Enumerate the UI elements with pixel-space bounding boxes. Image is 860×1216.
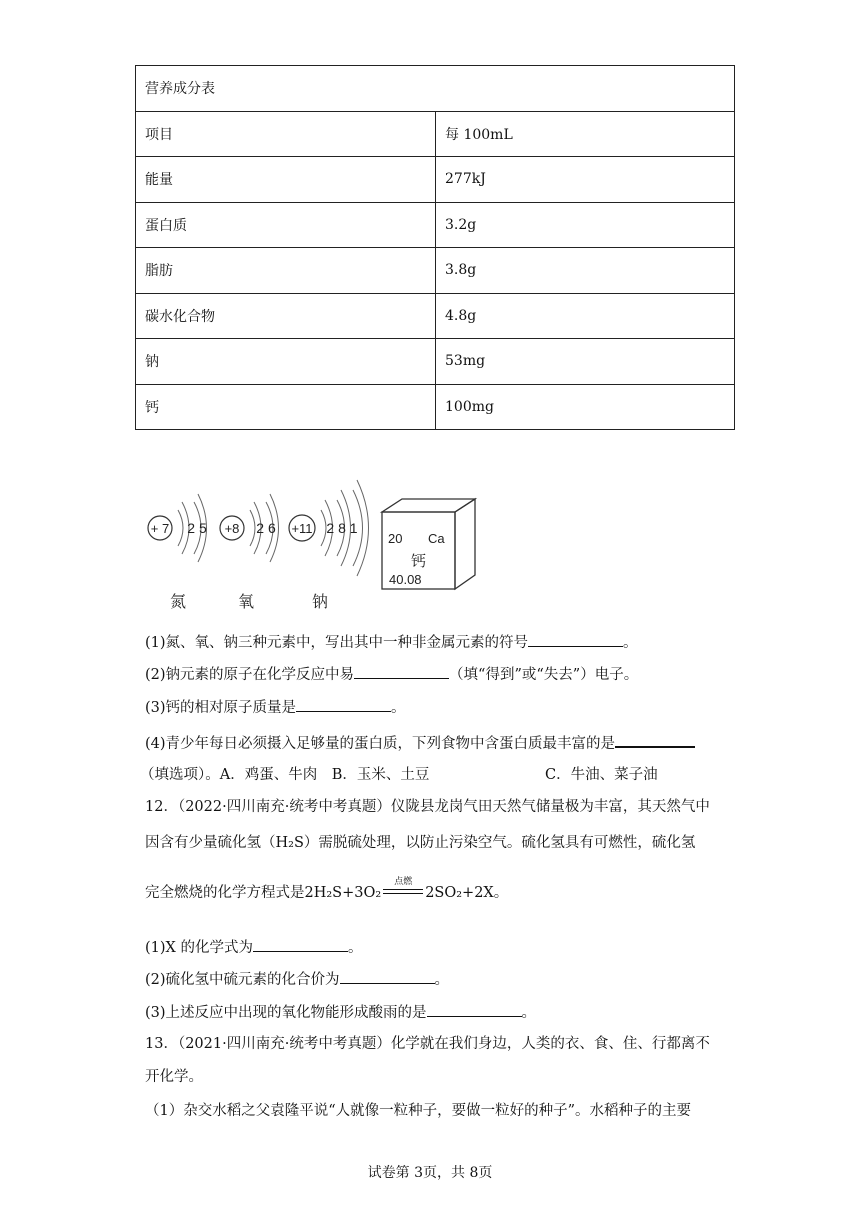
table-cell: 能量 <box>136 157 436 203</box>
question-11-4-options <box>140 765 429 785</box>
calcium-element-box <box>382 499 475 589</box>
table-cell: 钙 <box>136 384 436 430</box>
question-text-end: 。 <box>347 940 363 956</box>
question-11-4-option-c <box>545 765 658 785</box>
atomic-number: 20 <box>388 531 403 546</box>
reaction-condition: 点燃 <box>394 877 413 887</box>
question-text-end: 。 <box>434 972 450 988</box>
answer-blank[interactable] <box>296 697 391 712</box>
table-row <box>136 202 735 248</box>
element-symbol: Ca <box>428 531 445 546</box>
table-cell: 53mg <box>436 339 735 385</box>
shell-electrons-label: 2 6 <box>256 520 276 536</box>
question-text: (2)钠元素的原子在化学反应中易 <box>145 667 355 683</box>
question-text-end: 。 <box>493 885 509 901</box>
table-title-row <box>136 66 735 112</box>
table-cell: 项目 <box>136 111 436 157</box>
option-c-text: C．牛油、菜子油 <box>545 767 658 783</box>
question-text: (1)X 的化学式为 <box>145 940 253 956</box>
question-13-stem-line1: 13．（2021·四川南充·统考中考真题）化学就在我们身边，人类的衣、食、住、行都离不 <box>145 1036 710 1052</box>
options-text: （填选项）。A．鸡蛋、牛肉 B．玉米、土豆 <box>140 767 430 783</box>
reaction-arrow <box>383 877 423 900</box>
table-cell: 钠 <box>136 339 436 385</box>
atomic-mass: 40.08 <box>389 572 422 587</box>
answer-blank[interactable] <box>528 632 623 647</box>
element-name: 钙 <box>411 552 427 570</box>
question-11-3 <box>145 697 406 718</box>
question-text: (2)硫化氢中硫元素的化合价为 <box>145 972 340 988</box>
table-row <box>136 248 735 294</box>
shell-electrons-label: 2 8 1 <box>326 520 358 536</box>
answer-blank[interactable] <box>354 664 449 679</box>
question-13-stem-line2: 开化学。 <box>145 1069 203 1085</box>
equation-reactants: 2H₂S+3O₂ <box>304 885 382 901</box>
table-row <box>136 384 735 430</box>
answer-blank[interactable] <box>615 732 695 748</box>
question-12-stem-line2: 因含有少量硫化氢（H₂S）需脱硫处理，以防止污染空气。硫化氢具有可燃性，硫化氢 <box>145 835 696 851</box>
table-cell: 蛋白质 <box>136 202 436 248</box>
oxygen-atom-diagram <box>220 494 279 611</box>
question-text: 完全燃烧的化学方程式是 <box>145 885 305 901</box>
atom-name: 氮 <box>169 592 187 611</box>
table-cell: 4.8g <box>436 293 735 339</box>
nutrition-table <box>135 65 735 430</box>
sodium-atom-diagram <box>289 480 369 611</box>
atom-structure-figure <box>140 472 490 617</box>
table-title: 营养成分表 <box>136 66 735 112</box>
question-text: (3)钙的相对原子质量是 <box>145 700 297 716</box>
nitrogen-atom-diagram <box>148 494 207 611</box>
answer-blank[interactable] <box>340 969 435 984</box>
question-12-3 <box>145 1002 536 1023</box>
table-row <box>136 111 735 157</box>
nucleus-label: + 7 <box>150 521 170 536</box>
answer-blank[interactable] <box>253 937 348 952</box>
table-cell: 碳水化合物 <box>136 293 436 339</box>
table-cell: 100mg <box>436 384 735 430</box>
question-text-end: 。 <box>521 1005 537 1021</box>
table-cell: 277kJ <box>436 157 735 203</box>
nucleus-label: +11 <box>291 521 313 536</box>
question-text: (4)青少年每日必须摄入足够量的蛋白质，下列食物中含蛋白质最丰富的是 <box>145 736 616 752</box>
table-row <box>136 339 735 385</box>
shell-electrons-label: 2 5 <box>187 520 207 536</box>
question-12-equation-line <box>145 877 509 903</box>
table-cell: 脂肪 <box>136 248 436 294</box>
question-text-end: （填“得到”或“失去”）电子。 <box>449 667 639 683</box>
nucleus-label: +8 <box>224 521 240 536</box>
equation-products: 2SO₂+2X <box>425 885 494 901</box>
table-row <box>136 293 735 339</box>
question-text: (1)氮、氧、钠三种元素中，写出其中一种非金属元素的符号 <box>145 635 529 651</box>
question-13-1: （1）杂交水稻之父袁隆平说“人就像一粒种子，要做一粒好的种子”。水稻种子的主要 <box>145 1103 692 1119</box>
atom-name: 氧 <box>237 592 255 611</box>
answer-blank[interactable] <box>427 1002 522 1017</box>
table-cell: 3.2g <box>436 202 735 248</box>
question-11-4 <box>145 732 695 754</box>
page-footer: 试卷第 3页，共 8页 <box>367 1165 493 1181</box>
question-text: (3)上述反应中出现的氧化物能形成酸雨的是 <box>145 1005 427 1021</box>
question-12-stem-line1: 12．（2022·四川南充·统考中考真题）仪陇县龙岗气田天然气储量极为丰富，其天然气中 <box>145 799 710 815</box>
question-text-end: 。 <box>623 635 638 651</box>
table-row <box>136 157 735 203</box>
question-11-2 <box>145 664 638 685</box>
atom-name: 钠 <box>311 592 329 611</box>
table-cell: 3.8g <box>436 248 735 294</box>
table-cell: 每 100mL <box>436 111 735 157</box>
question-12-2 <box>145 969 449 990</box>
question-12-1 <box>145 937 362 958</box>
question-text-end: 。 <box>391 700 406 716</box>
question-11-1 <box>145 632 638 653</box>
